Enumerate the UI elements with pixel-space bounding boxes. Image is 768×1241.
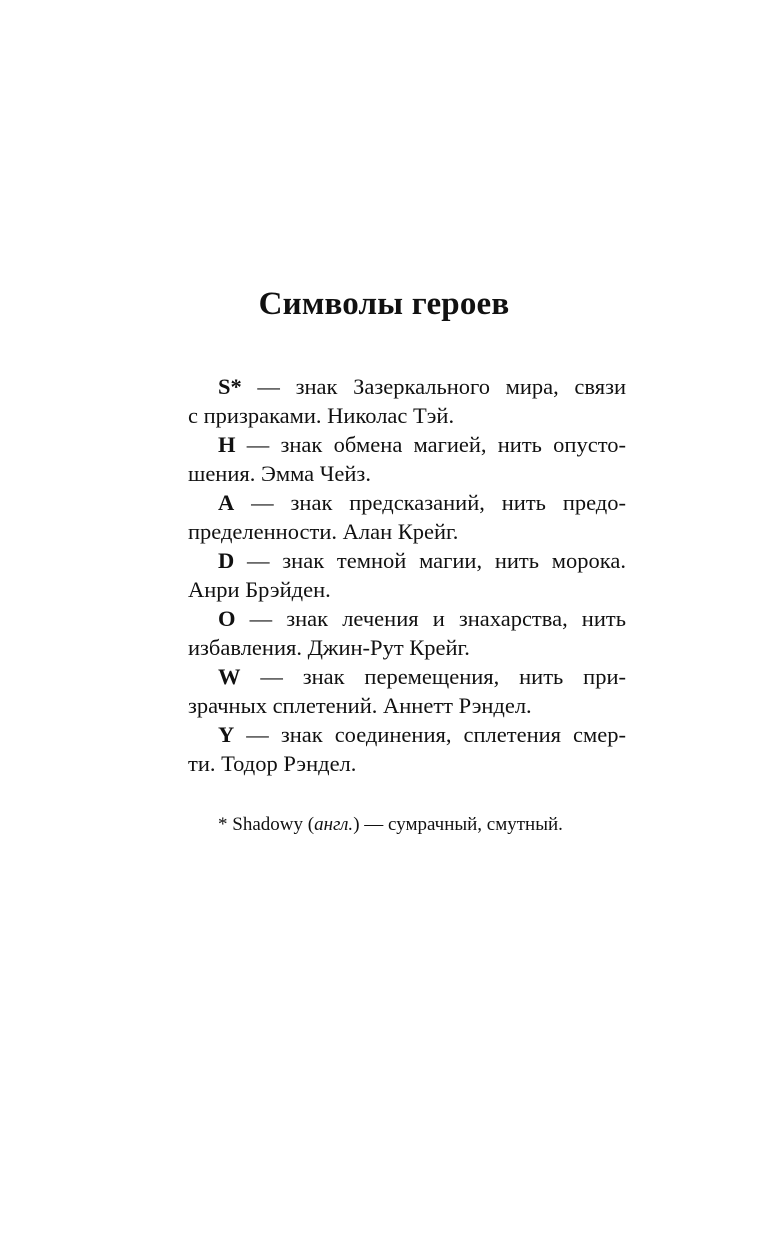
entry-line (188, 372, 626, 401)
entry-text: — знак перемещения, нить при- (240, 664, 626, 689)
entry-line (188, 546, 626, 575)
entry-line (188, 720, 626, 749)
entry-symbol: A (218, 490, 235, 515)
entry-line (188, 430, 626, 459)
entry-line (188, 488, 626, 517)
symbols-list (188, 372, 626, 778)
entry-symbol: S* (218, 374, 242, 399)
entry-s (188, 372, 626, 430)
footnote-language: англ. (314, 814, 354, 835)
entry-symbol: D (218, 548, 235, 573)
entry-line: шения. Эмма Чейз. (188, 461, 371, 486)
entry-symbol: O (218, 606, 236, 631)
entry-text: — знак обмена магией, нить опусто- (235, 432, 626, 457)
entry-w (188, 662, 626, 720)
entry-line: зрачных сплетений. Аннетт Рэндел. (188, 693, 532, 718)
footnote-prefix: * Shadowy ( (218, 814, 315, 835)
entry-line: Анри Брэйден. (188, 577, 331, 602)
entry-d (188, 546, 626, 604)
entry-symbol: Y (218, 722, 235, 747)
entry-line (188, 604, 626, 633)
entry-o (188, 604, 626, 662)
entry-line: ти. Тодор Рэндел. (188, 751, 357, 776)
entry-line (188, 662, 626, 691)
entry-symbol: H (218, 432, 236, 457)
entry-symbol: W (218, 664, 241, 689)
entry-text: — знак лечения и знахарства, нить (235, 606, 626, 631)
entry-line: с призраками. Николас Тэй. (188, 403, 455, 428)
entry-text: — знак соединения, сплетения смер- (234, 722, 626, 747)
footnote-suffix: ) — сумрачный, смутный. (353, 814, 563, 835)
entry-line: пределенности. Алан Крейг. (188, 519, 459, 544)
entry-text: — знак Зазеркального мира, связи (241, 374, 626, 399)
page-title: Символы героев (258, 286, 510, 322)
entry-text: — знак темной магии, нить морока. (234, 548, 626, 573)
entry-line: избавления. Джин-Рут Крейг. (188, 635, 470, 660)
entry-text: — знак предсказаний, нить предо- (234, 490, 626, 515)
entry-a (188, 488, 626, 546)
entry-h (188, 430, 626, 488)
footnote (218, 813, 563, 837)
entry-y (188, 720, 626, 778)
